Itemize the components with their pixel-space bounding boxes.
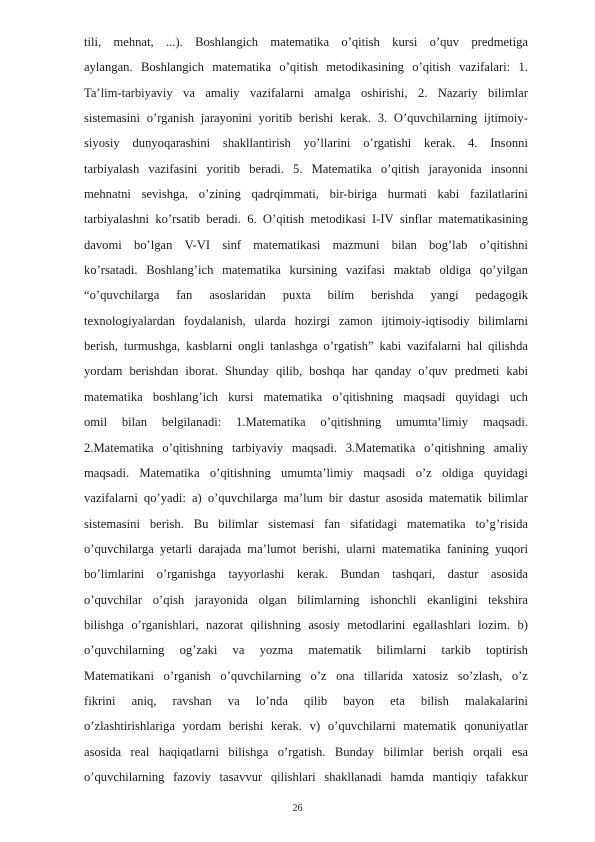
page-number: 26 — [292, 803, 303, 814]
word: qilib — [304, 693, 328, 708]
word: tillarida — [363, 668, 404, 683]
text-line — [84, 638, 528, 663]
word: foydalanish, — [183, 313, 246, 328]
word: va — [227, 693, 240, 708]
word: vazifasini — [148, 161, 198, 176]
word: 6. — [247, 212, 257, 227]
word: hal — [466, 339, 483, 354]
word: kursi — [392, 35, 418, 49]
word: o’quvchilarning — [84, 643, 165, 658]
word: bilan — [121, 415, 148, 430]
word: matematika — [381, 541, 441, 556]
word: O’qitish — [262, 212, 305, 227]
word: fan — [176, 288, 193, 303]
word: turmushga, — [123, 339, 181, 354]
word: vazifalari: — [459, 60, 511, 75]
word: yordam — [182, 719, 222, 734]
word: aylangan. — [84, 60, 133, 75]
word: kabi — [437, 187, 460, 202]
word: qo’yadi: — [143, 491, 186, 506]
text-line — [84, 233, 528, 258]
word: to’g’risida — [475, 516, 528, 531]
word: insonni — [490, 161, 528, 176]
text-line — [84, 334, 528, 359]
word: bilim — [327, 288, 355, 303]
word: dastur — [447, 567, 479, 582]
word: 1.Matematika — [236, 415, 306, 430]
word: Matematika — [311, 161, 372, 176]
word: o’quvchilarga — [84, 541, 154, 556]
word: b) — [517, 617, 528, 632]
word: jarayonida — [194, 592, 249, 607]
word: kabi — [379, 339, 402, 354]
word: quyidagi — [483, 465, 528, 480]
word: matematikasining — [438, 212, 528, 227]
word: mehnatni — [84, 187, 131, 202]
word: oshirishi, — [361, 85, 408, 100]
word: tekshira — [488, 592, 528, 607]
text-line — [84, 512, 528, 537]
word: shakllanadi — [324, 769, 382, 784]
word: o’qitish — [341, 35, 380, 49]
word: quyidagi — [455, 389, 500, 404]
word: real — [130, 744, 150, 759]
word: ularni — [346, 541, 376, 556]
word: ishonchli — [370, 592, 417, 607]
word: tanlashga — [269, 339, 318, 354]
word: o’rganishga — [156, 567, 216, 582]
word: vazifalarni — [407, 339, 461, 354]
word: bir — [328, 491, 343, 506]
word: O’quvchilarning — [393, 111, 478, 126]
word: Matematika — [139, 465, 200, 480]
text-line — [84, 55, 528, 80]
text-line — [84, 562, 528, 587]
word: tarbiyalashni — [84, 212, 150, 227]
word: kerak. — [339, 111, 371, 126]
word: ekanligini — [427, 592, 478, 607]
word: haqiqatlarni — [158, 744, 219, 759]
word: jarayonida — [428, 161, 482, 176]
word: sifatidagi — [350, 516, 397, 531]
word: o’z — [511, 668, 528, 683]
word: o’quv — [429, 35, 460, 49]
word: bilan — [391, 237, 417, 252]
word: bo’lgan — [133, 237, 173, 252]
text-line — [84, 182, 528, 207]
word: o’rganish — [146, 111, 195, 126]
text-line — [84, 664, 528, 689]
text-line — [84, 30, 528, 55]
word: malakalarini — [464, 693, 528, 708]
word: matematika — [406, 516, 466, 531]
word: ravshan — [172, 693, 212, 708]
word: berishi — [298, 111, 334, 126]
word: o’qitish — [279, 60, 318, 75]
word: V-VI — [184, 237, 211, 252]
word: berish, — [84, 339, 118, 354]
word: o’quvchilarning — [84, 769, 165, 784]
word: matematika — [212, 60, 272, 75]
word: asoslaridan — [209, 288, 266, 303]
word: boshqa — [309, 364, 345, 379]
word: o’rgatish” — [323, 339, 374, 354]
word: texnologiyalardan — [84, 313, 175, 328]
word: dastur — [348, 491, 380, 506]
word: berish — [432, 744, 464, 759]
word: nazorat — [206, 617, 244, 632]
word: qilishlari — [270, 769, 316, 784]
word: asosida — [84, 744, 122, 759]
word: yo’llarini — [303, 136, 351, 151]
text-line — [84, 258, 528, 283]
text-line — [84, 157, 528, 182]
word: kerak. — [296, 567, 328, 582]
word: asosida — [385, 491, 423, 506]
word: har — [351, 364, 368, 379]
word: iborat. — [185, 364, 218, 379]
word: Boshlangich — [140, 60, 204, 75]
word: yuqori — [495, 541, 528, 556]
word: kursining — [289, 263, 338, 278]
word: 3.Matematika — [345, 440, 416, 455]
word: sistemasi — [268, 516, 315, 531]
word: qonuniyatlar — [464, 719, 528, 734]
word: ma’lumot — [247, 541, 297, 556]
word: bilimlarning — [297, 592, 360, 607]
text-line — [84, 283, 528, 308]
word: maqsadi. — [291, 440, 337, 455]
word: darajada — [198, 541, 242, 556]
word: pedagogik — [475, 288, 528, 303]
word: sinflar — [399, 212, 433, 227]
word: ijtimoiy- — [483, 111, 528, 126]
word: ko’rsatib — [155, 212, 201, 227]
word: fazilatlarini — [469, 187, 528, 202]
word: bilimlar — [488, 85, 528, 100]
word: davomi — [84, 237, 122, 252]
word: o’zlashtirishlariga — [84, 719, 175, 734]
text-line — [84, 131, 528, 156]
word: o’quvchilar — [84, 592, 143, 607]
word: qanday — [374, 364, 412, 379]
word: mehnat, — [113, 35, 154, 49]
word: olgan — [258, 592, 287, 607]
word: ona — [336, 668, 355, 683]
word: Nazariy — [437, 85, 478, 100]
word: amaliy — [493, 440, 528, 455]
word: o’quvchilarning — [220, 668, 301, 683]
text-line — [84, 410, 528, 435]
word: bilimlarni — [376, 643, 427, 658]
word: metodikasi — [310, 212, 366, 227]
word: o’quvchilarni — [327, 719, 396, 734]
word: predmetiga — [471, 35, 528, 49]
word: aniq, — [131, 693, 157, 708]
word: sistemasini — [84, 111, 140, 126]
word: Boshlang’ich — [146, 263, 214, 278]
word: fanining — [446, 541, 489, 556]
word: mazmuni — [332, 237, 380, 252]
word: berishi, — [302, 541, 340, 556]
word: orqali — [473, 744, 503, 759]
word: ma’lum — [283, 491, 323, 506]
word: berish. — [149, 516, 184, 531]
word: qilishda — [488, 339, 528, 354]
word: bilimlar — [218, 516, 259, 531]
word: matematika — [222, 263, 281, 278]
word: tarbiyaviy — [232, 440, 284, 455]
word: esa — [511, 744, 528, 759]
word: dunyoqarashini — [132, 136, 211, 151]
text-line — [84, 81, 528, 106]
word: yetarli — [159, 541, 193, 556]
word: yangi — [430, 288, 459, 303]
word: metodlarini — [347, 617, 406, 632]
word: bir-biriga — [329, 187, 377, 202]
word: kasblarni — [186, 339, 233, 354]
word: sevishga, — [141, 187, 189, 202]
text-line — [84, 359, 528, 384]
word: tili, — [84, 35, 102, 49]
word: zamon — [338, 313, 373, 328]
word: hurmati — [387, 187, 427, 202]
text-line — [84, 613, 528, 638]
word: umumta’limiy — [281, 465, 354, 480]
word: mantiqiy — [432, 769, 478, 784]
word: matematik — [403, 719, 457, 734]
word: berishi — [228, 719, 264, 734]
word: maqsadi. — [482, 415, 528, 430]
word: qo’yilgan — [479, 263, 528, 278]
text-line — [84, 486, 528, 511]
word: matematikasi — [253, 237, 321, 252]
word: o’rgatish. — [277, 744, 326, 759]
word: 4. — [467, 136, 478, 151]
word: matematika — [84, 389, 143, 404]
word: 1. — [518, 60, 528, 75]
word: o’qitishning — [209, 465, 271, 480]
word: beradi. — [206, 212, 241, 227]
word: boshlang’ich — [152, 389, 218, 404]
word: vazifasi — [345, 263, 385, 278]
word: Bu — [193, 516, 209, 531]
word: tayyorlashi — [228, 567, 285, 582]
word: vazifalarni — [84, 491, 138, 506]
word: oldiga — [439, 263, 471, 278]
word: amalga — [314, 85, 351, 100]
word: maktab — [393, 263, 431, 278]
word: 2. — [417, 85, 428, 100]
word: o’qitishning — [162, 440, 224, 455]
word: beradi. — [249, 161, 284, 176]
word: Insonni — [490, 136, 528, 151]
word: xatosiz — [412, 668, 449, 683]
word: 3. — [377, 111, 388, 126]
word: matematik — [308, 643, 362, 658]
word: o’qitishni — [479, 237, 528, 252]
word: ongli — [238, 339, 265, 354]
word: amaliy — [205, 85, 240, 100]
word: o’zining — [198, 187, 241, 202]
text-line — [84, 309, 528, 334]
word: o’rgatishi — [363, 136, 412, 151]
word: tarbiyalash — [84, 161, 140, 176]
word: I-IV — [371, 212, 394, 227]
word: matematik — [428, 491, 483, 506]
word: Shunday — [224, 364, 269, 379]
word: 2.Matematika — [84, 440, 154, 455]
word: predmeti — [454, 364, 500, 379]
word: yoritib — [258, 111, 293, 126]
word: va — [183, 85, 195, 100]
word: fan — [324, 516, 341, 531]
word: shakllantirish — [222, 136, 291, 151]
word: og’zaki — [179, 643, 218, 658]
word: kerak. — [270, 719, 302, 734]
text-line — [84, 385, 528, 410]
word: tasavvur — [219, 769, 263, 784]
word: 5. — [293, 161, 303, 176]
text-line — [84, 537, 528, 562]
word: o’qish — [152, 592, 185, 607]
word: Ta’lim-tarbiyaviy — [84, 85, 173, 100]
word: ...). — [165, 35, 183, 49]
word: tarkib — [441, 643, 471, 658]
word: yordam — [84, 364, 123, 379]
word: qadrqimmati, — [251, 187, 319, 202]
word: o’z — [310, 668, 327, 683]
word: bo’limlarini — [84, 567, 145, 582]
document-body — [84, 30, 528, 790]
word: umumta’limiy — [396, 415, 469, 430]
word: bilish — [420, 693, 449, 708]
word: tafakkur — [485, 769, 528, 784]
word: lo’nda — [255, 693, 288, 708]
word: sinf — [222, 237, 242, 252]
text-line — [84, 714, 528, 739]
word: sistemasini — [84, 516, 140, 531]
word: bilishga — [228, 744, 269, 759]
word: metodikasining — [326, 60, 404, 75]
word: o’z — [415, 465, 432, 480]
text-line — [84, 461, 528, 486]
word: berishda — [371, 288, 414, 303]
text-line — [84, 207, 528, 232]
word: puxta — [282, 288, 311, 303]
text-line — [84, 588, 528, 613]
word: ijtimoiy-iqtisodiy — [381, 313, 470, 328]
word: o’qitishning — [332, 389, 394, 404]
word: yozma — [259, 643, 294, 658]
word: o’qitish — [380, 161, 420, 176]
word: oldiga — [442, 465, 474, 480]
word: maqsadi. — [84, 465, 130, 480]
word: fazoviy — [173, 769, 211, 784]
word: kursi — [228, 389, 254, 404]
word: va — [232, 643, 245, 658]
word: maqsadi — [403, 389, 446, 404]
word: bog’lab — [429, 237, 468, 252]
word: egallashlari — [412, 617, 471, 632]
word: o’qitishning — [320, 415, 382, 430]
text-line — [84, 765, 528, 790]
word: vazifalarni — [250, 85, 304, 100]
word: kerak. — [424, 136, 456, 151]
word: o’qitish — [412, 60, 451, 75]
word: ularda — [254, 313, 286, 328]
word: qilib, — [275, 364, 303, 379]
word: o’rganish — [163, 668, 211, 683]
word: o’quv — [418, 364, 448, 379]
text-line — [84, 106, 528, 131]
word: bilimlarni — [478, 313, 528, 328]
text-line — [84, 436, 528, 461]
word: matematika — [270, 35, 330, 49]
word: Boshlangich — [195, 35, 259, 49]
word: Bunday — [334, 744, 375, 759]
word: v) — [309, 719, 321, 734]
word: bilimlar — [383, 744, 424, 759]
word: fikrini — [84, 693, 116, 708]
text-line — [84, 689, 528, 714]
word: asosiy — [308, 617, 340, 632]
word: berishdan — [129, 364, 179, 379]
text-line — [84, 740, 528, 765]
word: so’zlash, — [457, 668, 503, 683]
word: o’qitishning — [424, 440, 485, 455]
word: hamda — [390, 769, 424, 784]
word: bilimlar — [488, 491, 528, 506]
word: ko’rsatadi. — [84, 263, 138, 278]
word: matematika — [263, 389, 323, 404]
word: siyosiy — [84, 136, 120, 151]
word: hozirgi — [294, 313, 331, 328]
word: eta — [390, 693, 405, 708]
word: o’rganishlari, — [131, 617, 199, 632]
word: tashqari, — [392, 567, 436, 582]
word: kabi — [506, 364, 528, 379]
word: Matematikani — [84, 668, 154, 683]
word: omil — [84, 415, 108, 430]
word: bayon — [343, 693, 375, 708]
word: lozim. — [478, 617, 511, 632]
word: a) — [191, 491, 202, 506]
word: bilishga — [84, 617, 124, 632]
word: yoritib — [206, 161, 241, 176]
word: Bundan — [340, 567, 380, 582]
word: asosida — [490, 567, 528, 582]
word: qilishning — [250, 617, 301, 632]
word: toptirish — [486, 643, 528, 658]
word: maqsadi — [363, 465, 406, 480]
word: belgilanadi: — [161, 415, 222, 430]
word: uch — [509, 389, 528, 404]
word: jarayonini — [200, 111, 252, 126]
word: o’quvchilarga — [207, 491, 278, 506]
word: “o’quvchilarga — [84, 288, 160, 303]
